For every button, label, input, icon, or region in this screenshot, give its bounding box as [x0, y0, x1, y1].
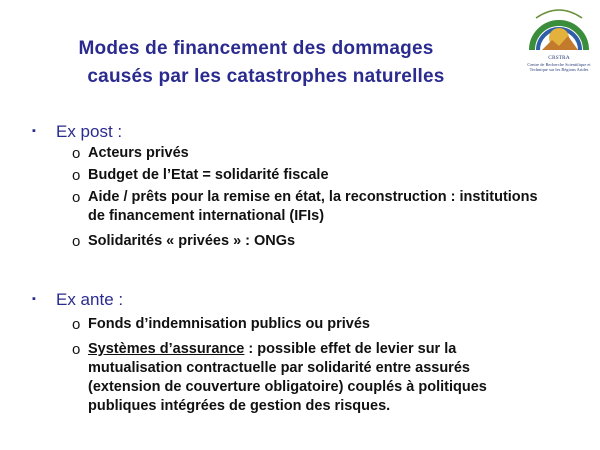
list-item-text: Solidarités « privées » : ONGs [88, 233, 296, 249]
circle-bullet-icon: o [72, 189, 81, 206]
underlined-term: Systèmes d’assurance [88, 341, 245, 357]
list-item [72, 315, 572, 334]
list-item [72, 166, 572, 185]
square-bullet-icon: ▪ [32, 125, 36, 137]
list-item-text [88, 340, 542, 416]
circle-bullet-icon: o [72, 145, 81, 162]
logo-emblem-icon [522, 4, 596, 56]
crstra-logo [522, 4, 596, 90]
section-heading-text: Ex ante : [56, 290, 124, 309]
list-item-text: Acteurs privés [88, 145, 189, 161]
list-item [72, 232, 572, 251]
list-item-text: Budget de l’Etat = solidarité fiscale [88, 167, 329, 183]
list-item-text: Aide / prêts pour la remise en état, la reconstruction : institutions de financement international (IFIs) [88, 189, 538, 224]
circle-bullet-icon: o [72, 316, 81, 333]
list-item [72, 144, 572, 163]
square-bullet-icon: ▪ [32, 293, 36, 305]
slide-title-line-1: Modes de financement des dommages [78, 38, 434, 59]
section-ex-post-heading [32, 122, 122, 142]
list-item-rest: : possible effet de levier sur la mutualisation contractuelle par solidarité entre assurés (extension de couverture obligatoire) couplés à politiques publiques intégrées de gestion des risques. [88, 341, 487, 414]
logo-acronym: CRSTRA [548, 55, 570, 61]
list-item [72, 188, 542, 226]
section-heading-text: Ex post : [56, 122, 123, 141]
slide-title-line-2: causés par les catastrophes naturelles [87, 66, 445, 87]
logo-subtitle: Centre de Recherche Scientifique et Technique sur les Régions Arides [527, 62, 591, 72]
circle-bullet-icon: o [72, 167, 81, 184]
section-ex-ante-heading [32, 290, 123, 310]
circle-bullet-icon: o [72, 233, 81, 250]
circle-bullet-icon: o [72, 341, 81, 358]
list-item [72, 340, 542, 416]
list-item-text: Fonds d’indemnisation publics ou privés [88, 316, 370, 332]
